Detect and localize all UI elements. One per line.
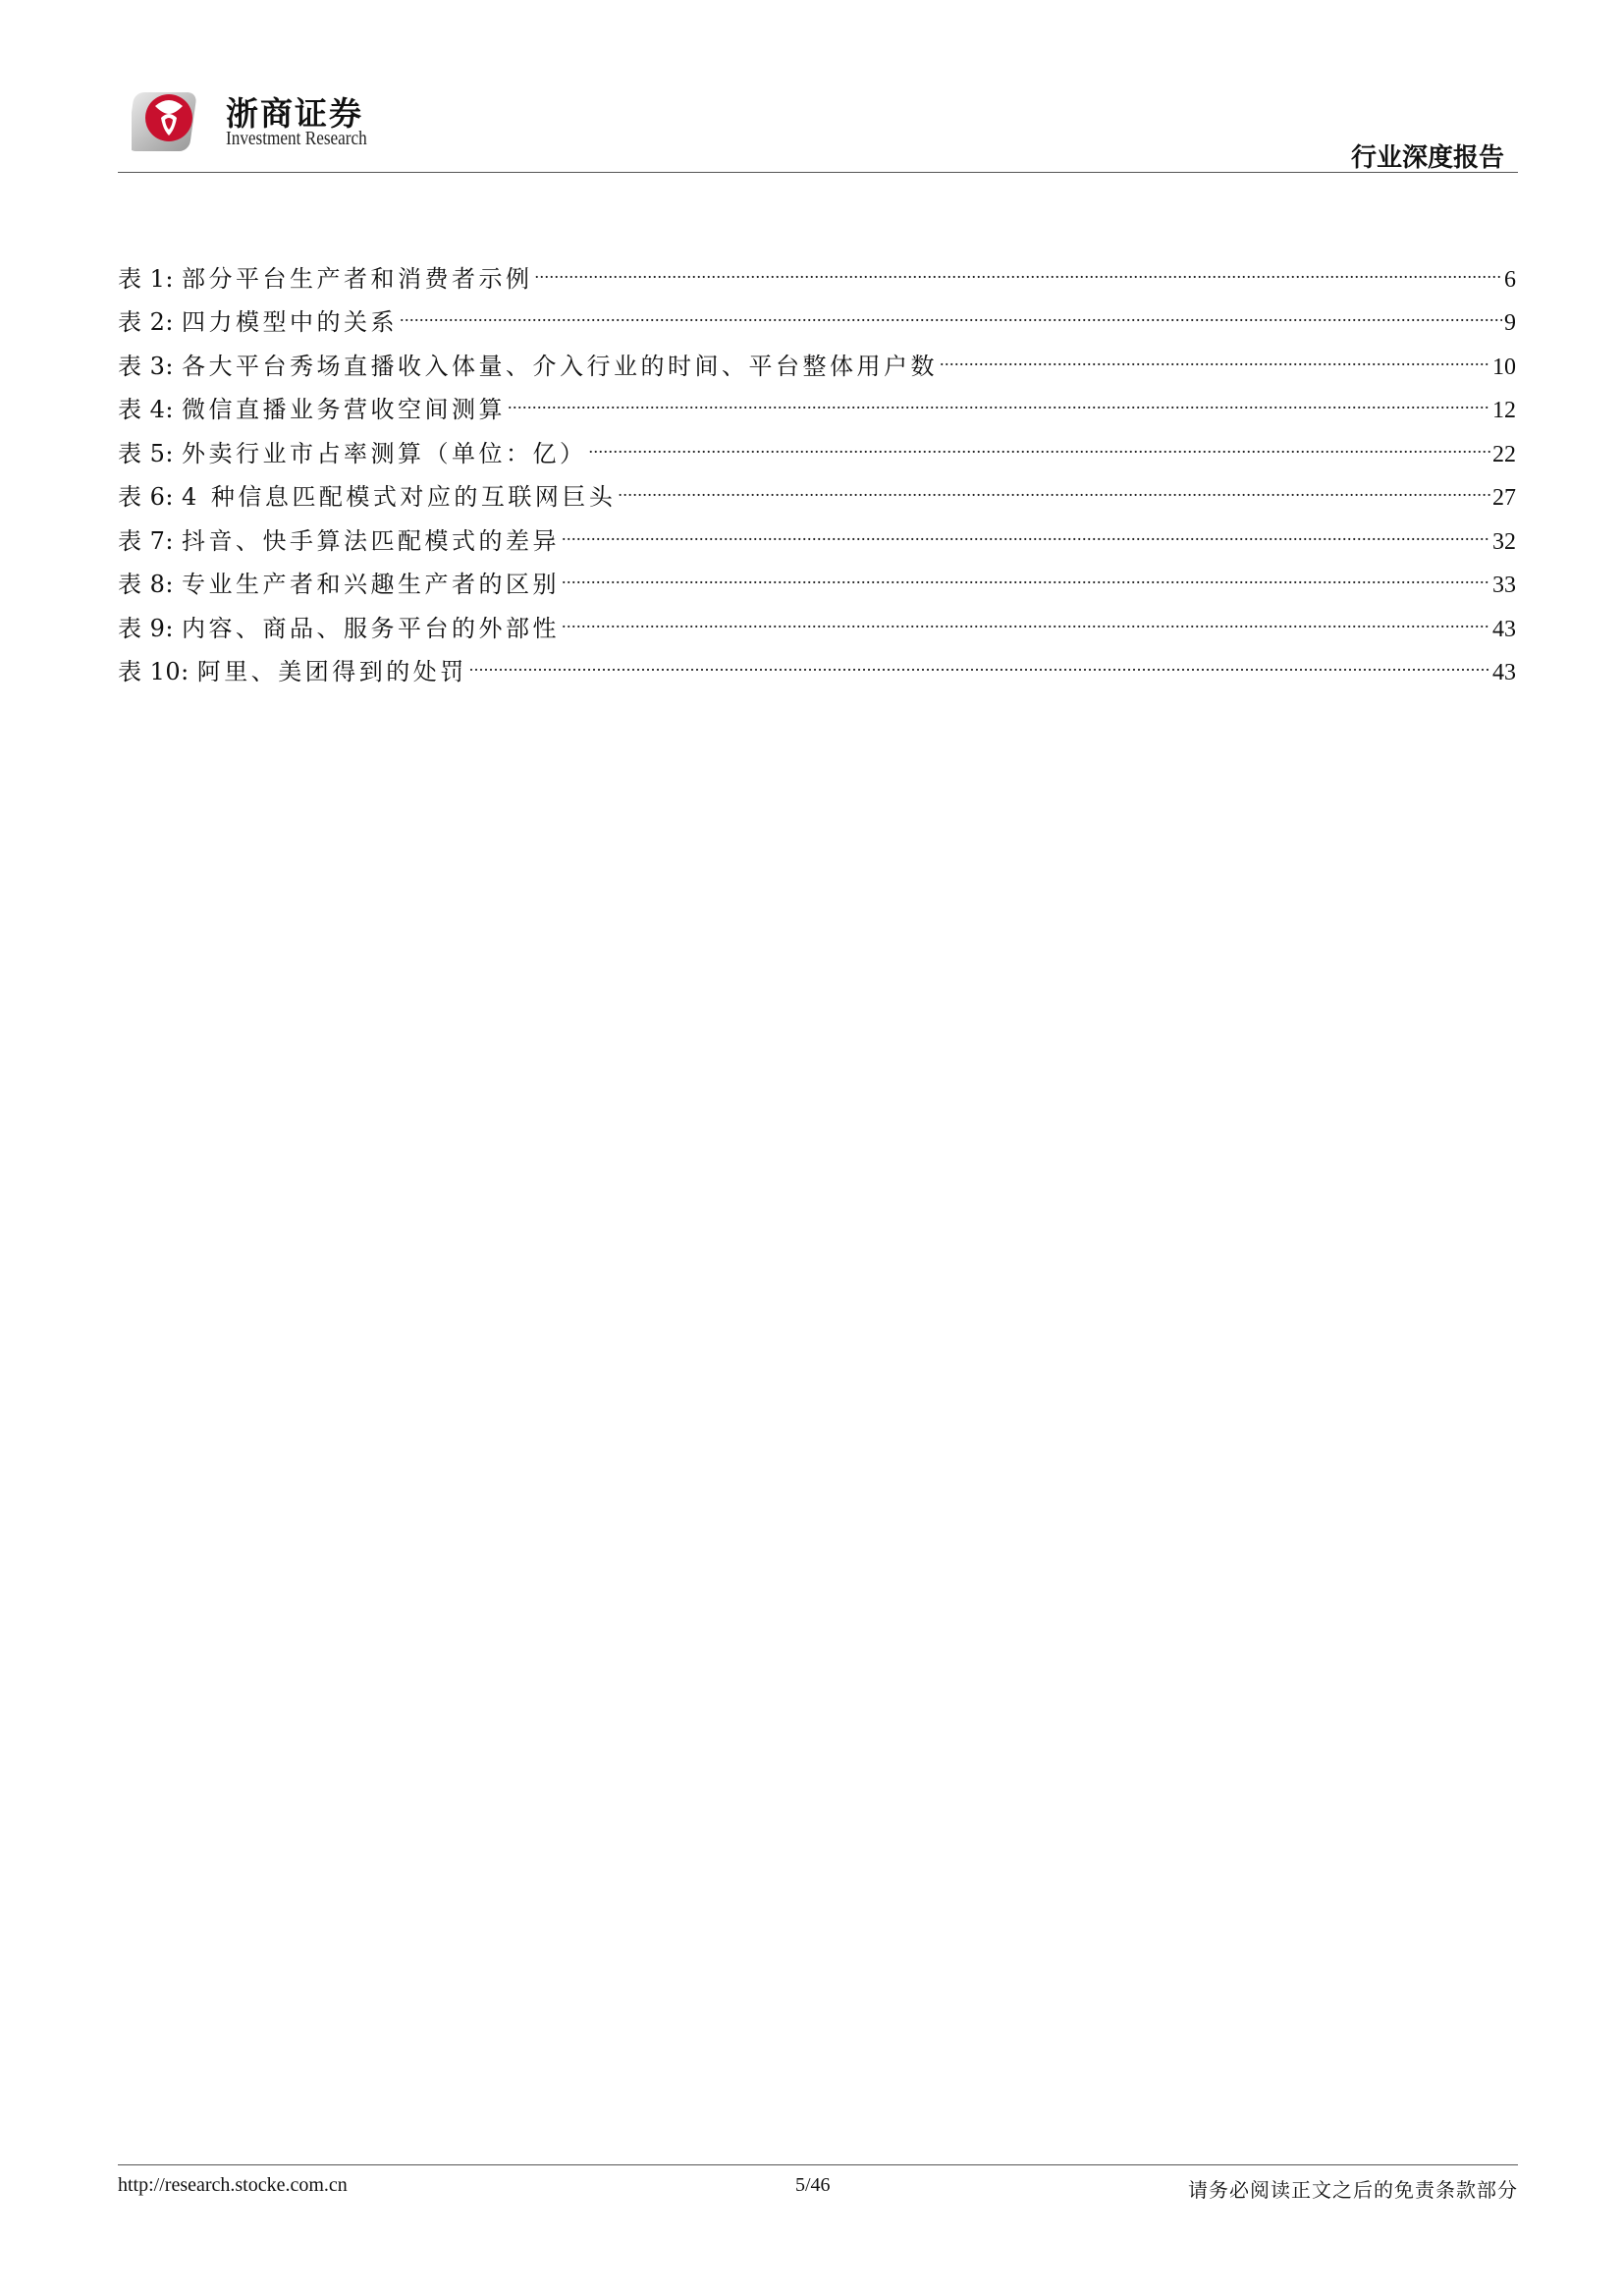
toc-entry-label: 表 2: [118, 308, 174, 336]
page-header [118, 79, 1518, 173]
toc-entry-label: 表 10: [118, 658, 189, 685]
toc-entry-label: 表 4: [118, 396, 174, 423]
toc-leader-dots [940, 330, 1490, 374]
toc-entry-label: 表 7: [118, 526, 174, 555]
toc-entry-label: 表 9: [118, 614, 174, 642]
toc-entry-page[interactable]: 6 [1504, 266, 1516, 293]
toc-entry-page[interactable]: 33 [1492, 573, 1516, 598]
report-type: 行业深度报告 [1350, 143, 1504, 173]
brand-name-en: Investment Research [226, 128, 367, 149]
table-of-tables [118, 243, 1516, 685]
toc-leader-dots [562, 592, 1490, 636]
toc-leader-dots [562, 505, 1490, 549]
toc-entry-label: 表 1: [118, 264, 174, 293]
toc-entry-page[interactable]: 10 [1492, 354, 1516, 380]
toc-leader-dots [534, 243, 1502, 287]
toc-entry[interactable] [118, 243, 1516, 293]
toc-leader-dots [618, 462, 1490, 506]
toc-entry-title[interactable]: 各大平台秀场直播收入体量、介入行业的时间、平台整体用户数 [181, 352, 938, 380]
page-footer [118, 2174, 1518, 2214]
toc-entry-label: 表 8: [118, 571, 174, 598]
toc-entry-page[interactable]: 22 [1492, 441, 1516, 467]
toc-entry-page[interactable]: 32 [1492, 528, 1516, 555]
toc-entry-page[interactable]: 43 [1492, 660, 1516, 685]
toc-entry-page[interactable]: 12 [1492, 398, 1516, 423]
toc-leader-dots [469, 636, 1490, 681]
toc-leader-dots [508, 374, 1490, 418]
toc-entry-title[interactable]: 外卖行业市占率测算（单位：亿） [181, 439, 587, 467]
toc-entry-title[interactable]: 四力模型中的关系 [181, 308, 398, 336]
toc-entry-title[interactable]: 阿里、美团得到的处罚 [196, 658, 467, 685]
footer-url-link[interactable]: http://research.stocke.com.cn [118, 2174, 348, 2196]
toc-entry-page[interactable]: 43 [1492, 616, 1516, 642]
toc-leader-dots [400, 287, 1502, 331]
toc-entry-title[interactable]: 4 种信息匹配模式对应的互联网巨头 [181, 483, 617, 511]
toc-entry-title[interactable]: 专业生产者和兴趣生产者的区别 [181, 571, 560, 598]
disclaimer-note: 请务必阅读正文之后的免责条款部分 [1188, 2178, 1518, 2202]
toc-entry-label: 表 6: [118, 483, 174, 511]
toc-entry-page[interactable]: 27 [1492, 485, 1516, 511]
page-number: 5/46 [795, 2174, 831, 2196]
toc-entry-title[interactable]: 微信直播业务营收空间测算 [181, 396, 506, 423]
toc-entry-label: 表 3: [118, 352, 174, 380]
toc-entry-label: 表 5: [118, 439, 174, 467]
toc-entry-title[interactable]: 部分平台生产者和消费者示例 [181, 264, 533, 293]
stocke-logo-icon [132, 84, 204, 157]
header-divider [118, 172, 1518, 173]
toc-entry-title[interactable]: 内容、商品、服务平台的外部性 [181, 614, 560, 642]
brand-name-cn: 浙商证券 [226, 94, 363, 133]
toc-leader-dots [562, 549, 1490, 593]
toc-leader-dots [588, 417, 1490, 462]
toc-entry-title[interactable]: 抖音、快手算法匹配模式的差异 [181, 526, 560, 555]
footer-divider [118, 2164, 1518, 2165]
toc-entry-page[interactable]: 9 [1504, 310, 1516, 336]
